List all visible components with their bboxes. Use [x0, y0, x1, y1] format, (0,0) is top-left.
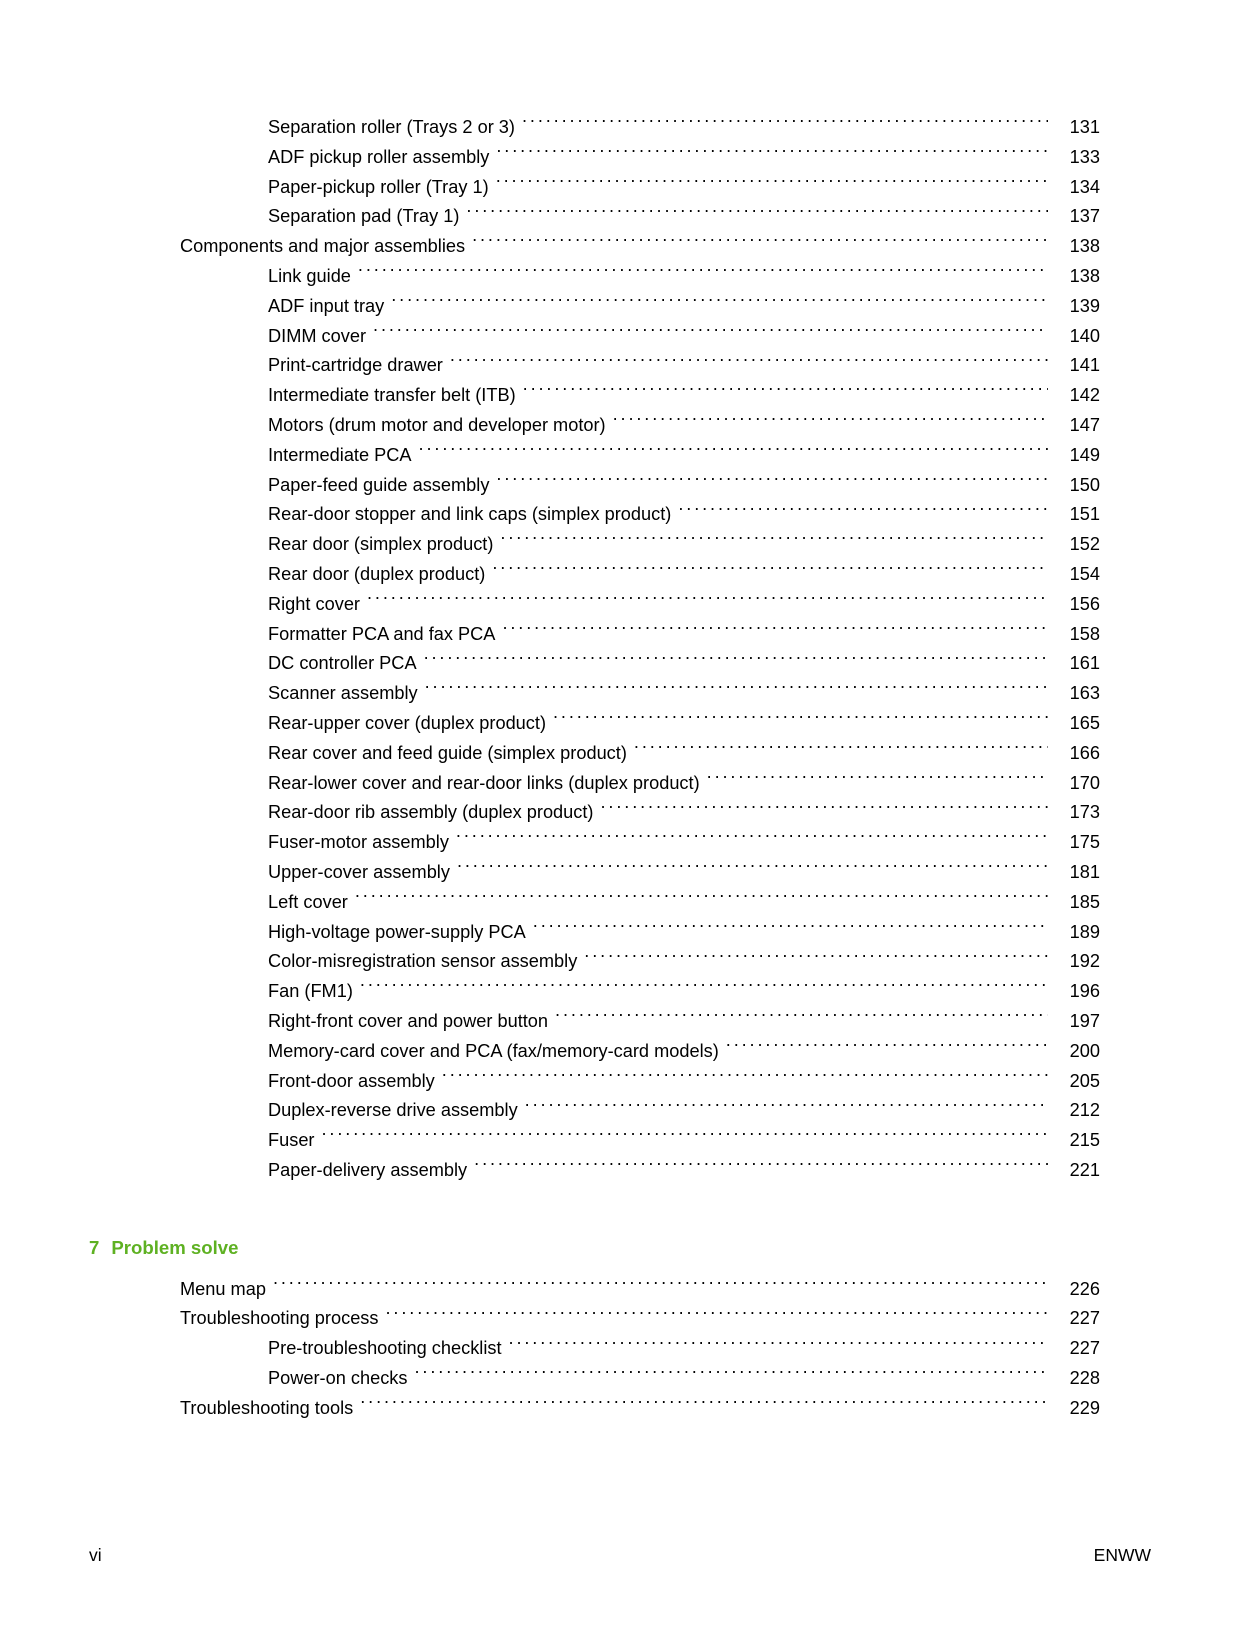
- toc-entry-title: Separation pad (Tray 1): [268, 206, 460, 227]
- toc-entry-title: Memory-card cover and PCA (fax/memory-card models): [268, 1040, 719, 1061]
- toc-entry[interactable]: [0, 113, 1240, 143]
- toc-list-chapter7: [0, 1275, 1240, 1424]
- toc-entry[interactable]: [0, 679, 1240, 709]
- toc-entry-title: Rear cover and feed guide (simplex product): [268, 742, 627, 763]
- toc-entry-title: Paper-pickup roller (Tray 1): [268, 176, 489, 197]
- toc-entry[interactable]: [0, 1156, 1240, 1186]
- toc-leader-dots: [496, 174, 1048, 192]
- toc-entry-title: Rear-lower cover and rear-door links (duplex product): [268, 772, 700, 793]
- toc-entry-title: Pre-troubleshooting checklist: [268, 1338, 502, 1359]
- toc-entry-title: High-voltage power-supply PCA: [268, 921, 526, 942]
- toc-entry[interactable]: [0, 1067, 1240, 1097]
- toc-entry-page-number: 212: [1069, 1100, 1100, 1121]
- toc-leader-dots: [522, 115, 1048, 133]
- toc-entry-title: Rear-door rib assembly (duplex product): [268, 802, 594, 823]
- toc-entry-title: Duplex-reverse drive assembly: [268, 1100, 518, 1121]
- toc-entry[interactable]: [0, 1096, 1240, 1126]
- toc-leader-dots: [419, 443, 1048, 461]
- toc-entry-page-number: 170: [1069, 772, 1100, 793]
- toc-entry-page-number: 165: [1069, 712, 1100, 733]
- toc-entry[interactable]: [0, 1275, 1240, 1305]
- toc-entry-title: Rear-door stopper and link caps (simplex product): [268, 504, 672, 525]
- toc-entry[interactable]: [0, 381, 1240, 411]
- toc-entry[interactable]: [0, 560, 1240, 590]
- toc-entry[interactable]: [0, 1007, 1240, 1037]
- toc-entry[interactable]: [0, 858, 1240, 888]
- toc-entry[interactable]: [0, 1037, 1240, 1067]
- toc-entry-title: Link guide: [268, 265, 351, 286]
- section-spacer: [0, 1186, 1240, 1233]
- toc-leader-dots: [360, 979, 1048, 997]
- toc-entry-page-number: 138: [1069, 236, 1100, 257]
- toc-entry[interactable]: [0, 143, 1240, 173]
- toc-entry-title: Separation roller (Trays 2 or 3): [268, 117, 515, 137]
- toc-leader-dots: [584, 949, 1048, 967]
- toc-entry-page-number: 173: [1069, 802, 1100, 823]
- toc-entry[interactable]: [0, 769, 1240, 799]
- page-footer: [89, 1545, 1151, 1566]
- toc-entry[interactable]: [0, 471, 1240, 501]
- toc-entry-page-number: 141: [1069, 355, 1100, 376]
- footer-page-number: vi: [89, 1545, 102, 1565]
- toc-entry-title: ADF pickup roller assembly: [268, 146, 490, 167]
- toc-entry-title: Rear door (simplex product): [268, 534, 494, 555]
- toc-entry-page-number: 138: [1069, 265, 1100, 286]
- toc-leader-dots: [496, 145, 1048, 163]
- toc-leader-dots: [523, 383, 1048, 401]
- toc-leader-dots: [373, 323, 1048, 341]
- toc-entry-page-number: 137: [1069, 206, 1100, 227]
- toc-entry-page-number: 131: [1069, 117, 1100, 137]
- toc-leader-dots: [322, 1128, 1049, 1146]
- toc-entry-title: Rear door (duplex product): [268, 563, 486, 584]
- toc-entry-page-number: 150: [1069, 474, 1100, 495]
- toc-entry-page-number: 227: [1069, 1308, 1100, 1329]
- toc-entry-title: Menu map: [180, 1278, 266, 1299]
- toc-entry[interactable]: [0, 351, 1240, 381]
- toc-entry-title: Components and major assemblies: [180, 236, 466, 257]
- toc-entry-title: Right-front cover and power button: [268, 1010, 549, 1031]
- toc-entry-page-number: 158: [1069, 623, 1100, 644]
- toc-entry[interactable]: [0, 292, 1240, 322]
- toc-entry-page-number: 197: [1069, 1010, 1100, 1031]
- toc-entry-title: Scanner assembly: [268, 683, 418, 704]
- toc-entry-page-number: 226: [1069, 1278, 1100, 1299]
- toc-entry-title: Paper-feed guide assembly: [268, 474, 490, 495]
- toc-entry-page-number: 142: [1069, 385, 1100, 406]
- toc-leader-dots: [360, 1396, 1048, 1414]
- toc-leader-dots: [509, 1336, 1048, 1354]
- toc-entry[interactable]: [0, 649, 1240, 679]
- toc-entry-page-number: 147: [1069, 414, 1100, 435]
- toc-leader-dots: [273, 1277, 1048, 1295]
- toc-entry[interactable]: [0, 798, 1240, 828]
- toc-entry-page-number: 133: [1069, 146, 1100, 167]
- toc-leader-dots: [601, 800, 1049, 818]
- toc-entry-title: Front-door assembly: [268, 1070, 435, 1091]
- toc-entry-title: Print-cartridge drawer: [268, 355, 443, 376]
- toc-leader-dots: [502, 621, 1048, 639]
- toc-entry[interactable]: [0, 500, 1240, 530]
- toc-body: [0, 113, 1240, 1424]
- toc-entry-page-number: 139: [1069, 295, 1100, 316]
- toc-entry[interactable]: [0, 1304, 1240, 1334]
- toc-entry-title: DIMM cover: [268, 325, 367, 346]
- toc-entry-page-number: 149: [1069, 444, 1100, 465]
- toc-entry-page-number: 229: [1069, 1397, 1100, 1418]
- toc-entry[interactable]: [0, 530, 1240, 560]
- toc-entry[interactable]: [0, 232, 1240, 262]
- toc-entry-page-number: 227: [1069, 1338, 1100, 1359]
- toc-leader-dots: [634, 741, 1048, 759]
- toc-entry[interactable]: [0, 1394, 1240, 1424]
- toc-entry-title: Troubleshooting process: [180, 1308, 379, 1329]
- section-spacer: [0, 1263, 1240, 1275]
- footer-locale-code: ENWW: [1093, 1545, 1151, 1565]
- toc-entry-page-number: 175: [1069, 832, 1100, 853]
- toc-entry-title: Intermediate transfer belt (ITB): [268, 385, 516, 406]
- toc-entry[interactable]: [0, 739, 1240, 769]
- toc-entry[interactable]: [0, 828, 1240, 858]
- toc-entry[interactable]: [0, 590, 1240, 620]
- toc-leader-dots: [613, 413, 1048, 431]
- toc-leader-dots: [386, 1306, 1049, 1324]
- toc-entry[interactable]: [0, 411, 1240, 441]
- toc-entry[interactable]: [0, 322, 1240, 352]
- toc-leader-dots: [472, 234, 1048, 252]
- toc-entry-page-number: 185: [1069, 891, 1100, 912]
- toc-entry[interactable]: [0, 441, 1240, 471]
- toc-entry-title: Right cover: [268, 593, 360, 614]
- toc-entry[interactable]: [0, 1126, 1240, 1156]
- toc-leader-dots: [555, 1009, 1048, 1027]
- chapter-number: 7: [89, 1236, 100, 1258]
- toc-entry-page-number: 196: [1069, 981, 1100, 1002]
- toc-entry-title: Color-misregistration sensor assembly: [268, 951, 578, 972]
- toc-leader-dots: [355, 890, 1048, 908]
- toc-leader-dots: [456, 830, 1048, 848]
- toc-entry[interactable]: [0, 918, 1240, 948]
- toc-leader-dots: [726, 1039, 1048, 1057]
- toc-leader-dots: [466, 204, 1048, 222]
- toc-entry-title: Fan (FM1): [268, 981, 353, 1002]
- toc-leader-dots: [474, 1158, 1048, 1176]
- toc-leader-dots: [678, 502, 1048, 520]
- toc-entry-page-number: 200: [1069, 1040, 1100, 1061]
- toc-leader-dots: [533, 919, 1048, 937]
- toc-entry[interactable]: [0, 1334, 1240, 1364]
- toc-entry-page-number: 192: [1069, 951, 1100, 972]
- toc-leader-dots: [553, 711, 1048, 729]
- toc-leader-dots: [450, 353, 1048, 371]
- toc-entry-page-number: 181: [1069, 861, 1100, 882]
- toc-entry[interactable]: [0, 977, 1240, 1007]
- toc-entry-title: Rear-upper cover (duplex product): [268, 712, 546, 733]
- toc-entry-page-number: 152: [1069, 534, 1100, 555]
- toc-entry-page-number: 189: [1069, 921, 1100, 942]
- toc-entry-title: ADF input tray: [268, 295, 385, 316]
- toc-leader-dots: [424, 651, 1048, 669]
- toc-leader-dots: [496, 472, 1048, 490]
- toc-leader-dots: [492, 562, 1048, 580]
- toc-entry[interactable]: [0, 947, 1240, 977]
- toc-entry-page-number: 134: [1069, 176, 1100, 197]
- chapter-heading-problem-solve[interactable]: [0, 1233, 1240, 1263]
- toc-entry-page-number: 166: [1069, 742, 1100, 763]
- toc-entry-page-number: 156: [1069, 593, 1100, 614]
- toc-leader-dots: [358, 264, 1048, 282]
- toc-entry-title: Fuser-motor assembly: [268, 832, 449, 853]
- toc-leader-dots: [707, 770, 1048, 788]
- toc-entry-title: Intermediate PCA: [268, 444, 412, 465]
- toc-leader-dots: [391, 294, 1048, 312]
- toc-entry-page-number: 228: [1069, 1368, 1100, 1389]
- toc-entry[interactable]: [0, 173, 1240, 203]
- toc-entry-title: Motors (drum motor and developer motor): [268, 414, 606, 435]
- toc-entry-page-number: 140: [1069, 325, 1100, 346]
- toc-leader-dots: [367, 592, 1048, 610]
- toc-leader-dots: [525, 1098, 1048, 1116]
- toc-entry[interactable]: [0, 202, 1240, 232]
- toc-entry-title: DC controller PCA: [268, 653, 417, 674]
- toc-entry[interactable]: [0, 262, 1240, 292]
- toc-entry-page-number: 151: [1069, 504, 1100, 525]
- toc-entry[interactable]: [0, 709, 1240, 739]
- toc-leader-dots: [415, 1366, 1049, 1384]
- toc-entry-title: Formatter PCA and fax PCA: [268, 623, 496, 644]
- toc-entry-title: Paper-delivery assembly: [268, 1159, 468, 1180]
- toc-leader-dots: [425, 681, 1048, 699]
- toc-leader-dots: [457, 860, 1048, 878]
- toc-entry-title: Left cover: [268, 891, 348, 912]
- toc-entry-page-number: 163: [1069, 683, 1100, 704]
- toc-entry-title: Troubleshooting tools: [180, 1397, 354, 1418]
- toc-leader-dots: [500, 532, 1048, 550]
- toc-entry-page-number: 154: [1069, 563, 1100, 584]
- chapter-title: Problem solve: [111, 1236, 239, 1258]
- toc-list-chapter6: [0, 113, 1240, 1186]
- toc-entry-page-number: 161: [1069, 653, 1100, 674]
- toc-entry-title: Upper-cover assembly: [268, 861, 450, 882]
- toc-entry-page-number: 215: [1069, 1130, 1100, 1151]
- toc-entry[interactable]: [0, 1364, 1240, 1394]
- toc-entry-title: Power-on checks: [268, 1368, 408, 1389]
- toc-entry[interactable]: [0, 888, 1240, 918]
- toc-entry-title: Fuser: [268, 1130, 315, 1151]
- toc-entry[interactable]: [0, 620, 1240, 650]
- toc-entry-page-number: 205: [1069, 1070, 1100, 1091]
- toc-entry-page-number: 221: [1069, 1159, 1100, 1180]
- toc-leader-dots: [442, 1068, 1048, 1086]
